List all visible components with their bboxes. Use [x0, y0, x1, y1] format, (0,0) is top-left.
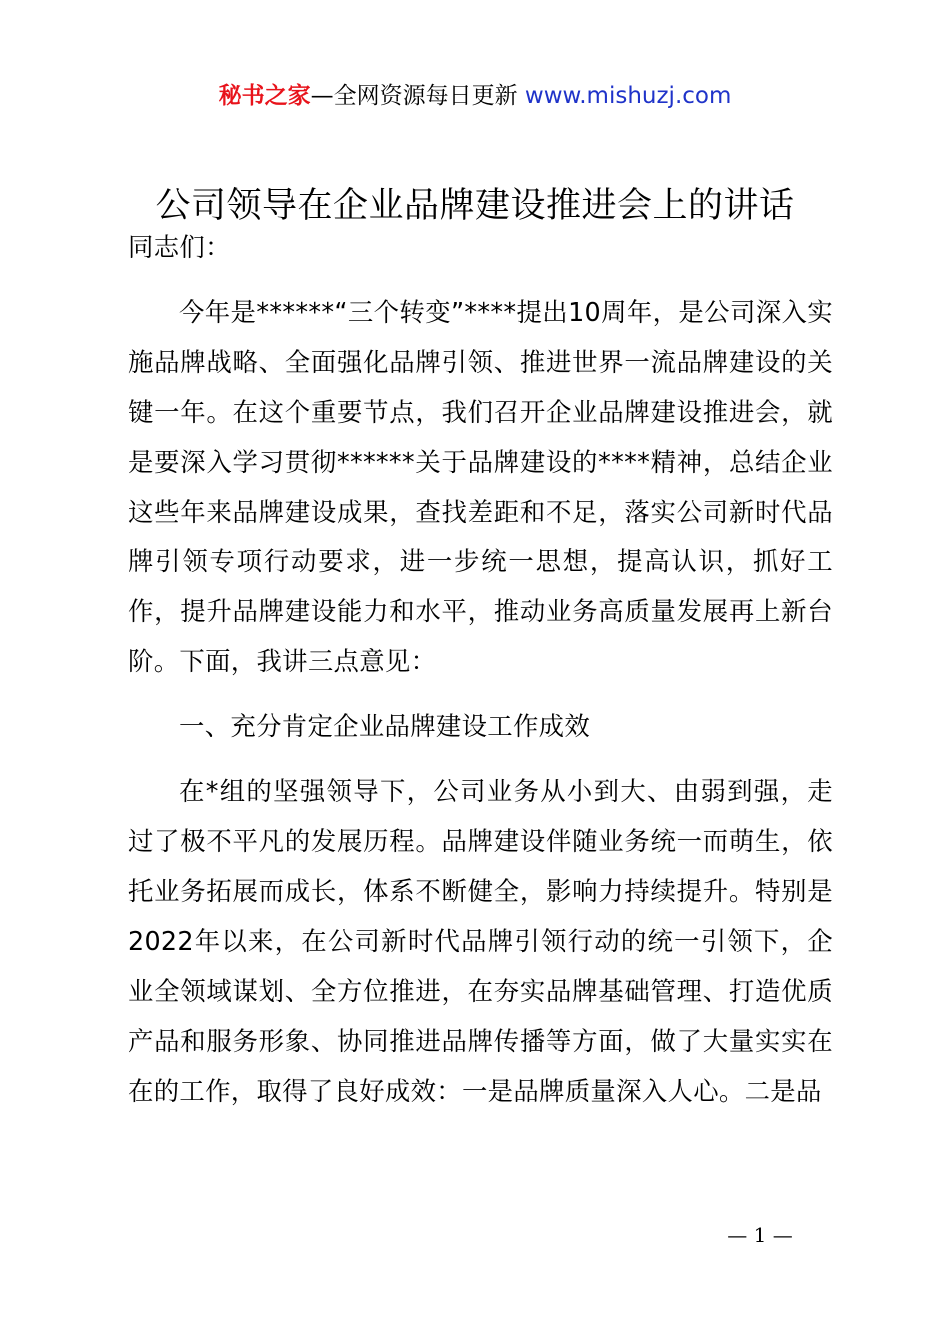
site-url[interactable]: www.mishuzj.com: [524, 83, 732, 109]
document-title: 公司领导在企业品牌建设推进会上的讲话: [155, 186, 795, 226]
document-body: [128, 223, 833, 1131]
site-tagline: —全网资源每日更新: [310, 83, 525, 109]
greeting: 同志们：: [128, 232, 231, 262]
paragraph-achievements: 在*组的坚强领导下，公司业务从小到大、由弱到强，走过了极不平凡的发展历程。品牌建设伴随业务统一而萌生，依托业务拓展而成长，体系不断健全，影响力持续提升。特别是2022年以来，在公司新时代品牌引领行动的统一引领下，企业全领域谋划、全方位推进，在夯实品牌基础管理、打造优质产品和服务形象、协同推进品牌传播等方面，做了大量实实在在的工作，取得了良好成效：一是品牌质量深入人心。二是品: [128, 776, 833, 1106]
site-header: [0, 80, 950, 112]
page-number: — 1 —: [727, 1223, 793, 1247]
site-brand: 秘书之家: [218, 83, 311, 109]
paragraph-intro: 今年是******“三个转变”****提出10周年，是公司深入实施品牌战略、全面强化品牌引领、推进世界一流品牌建设的关键一年。在这个重要节点，我们召开企业品牌建设推进会，就是要深入学习贯彻******关于品牌建设的****精神，总结企业这些年来品牌建设成果，查找差距和不足，落实公司新时代品牌引领专项行动要求，进一步统一思想，提高认识，抓好工作，提升品牌建设能力和水平，推动业务高质量发展再上新台阶。下面，我讲三点意见：: [128, 296, 833, 677]
section-heading: 一、充分肯定企业品牌建设工作成效: [179, 711, 591, 742]
